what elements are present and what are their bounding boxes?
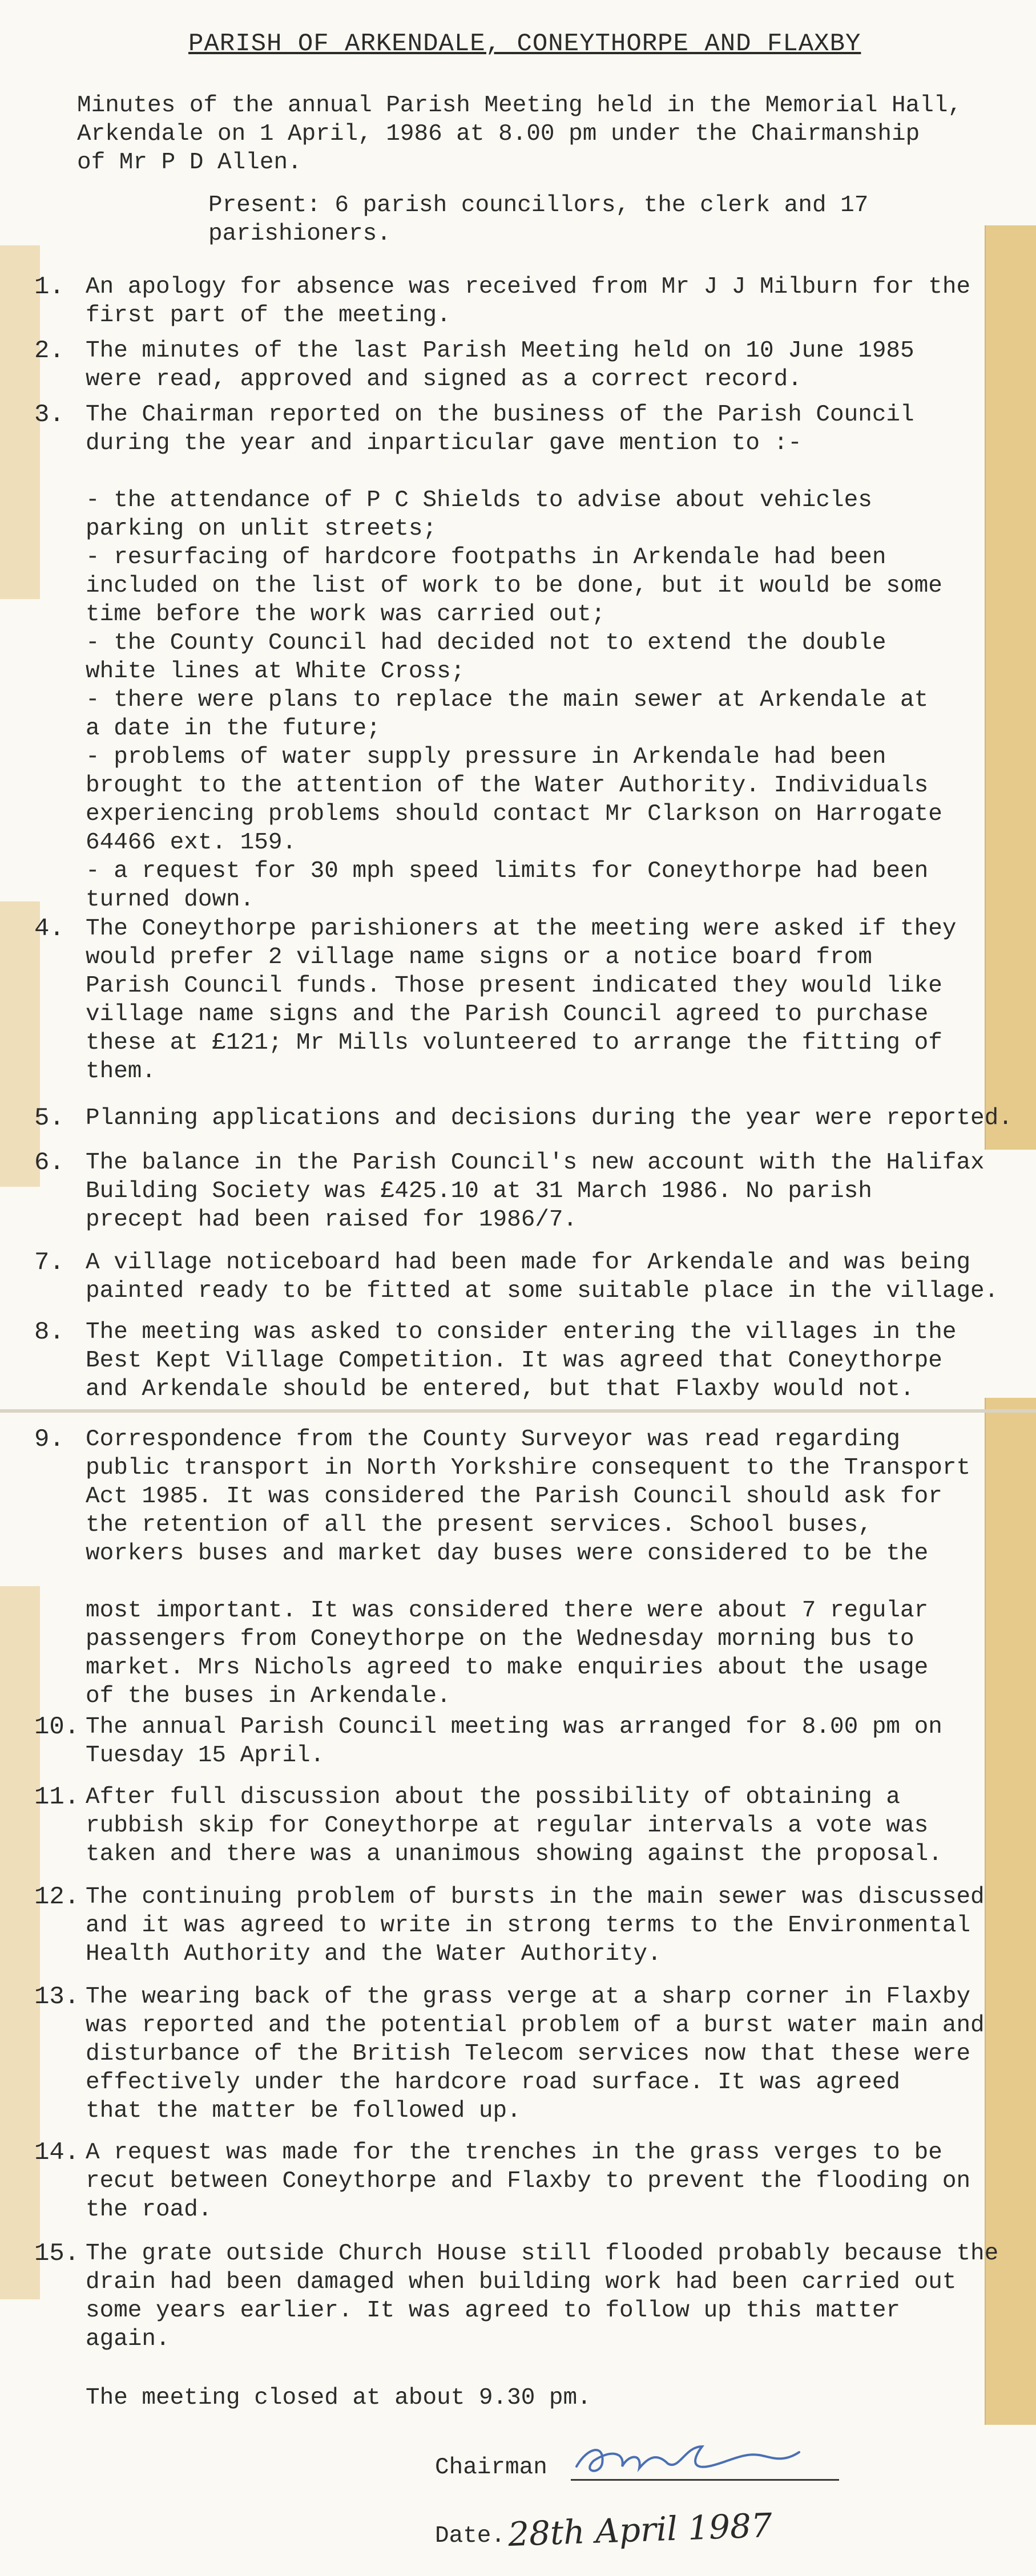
item-text: After full discussion about the possibility of obtaining a rubbish skip for Coneythorpe at regular intervals a vote was taken and there was a unanimous showing against the proposal. (86, 1784, 942, 1867)
signature-line (571, 2479, 839, 2481)
item-number: 1. (34, 273, 65, 301)
item-text: Planning applications and decisions during the year were reported. (86, 1105, 1013, 1131)
item-number: 9. (34, 1425, 65, 1454)
item-number: 13. (34, 1983, 80, 2011)
date-label: Date. (435, 2523, 506, 2549)
tape-left-3 (0, 1586, 40, 2299)
item-number: 10. (34, 1713, 80, 1741)
item-text: The balance in the Parish Council's new account with the Halifax Building Society was £425.10 at 31 March 1986. No parish precept had been raised for 1986/7. (86, 1150, 985, 1233)
item-number: 8. (34, 1318, 65, 1346)
item-text: The minutes of the last Parish Meeting held on 10 June 1985 were read, approved and signed as a correct record. (86, 338, 914, 393)
document-title: PARISH OF ARKENDALE, CONEYTHORPE AND FLAXBY (188, 30, 861, 58)
item-text: The annual Parish Council meeting was arranged for 8.00 pm on Tuesday 15 April. (86, 1714, 942, 1769)
item-number: 14. (34, 2138, 80, 2167)
chairman-label: Chairman (435, 2454, 547, 2481)
item-number: 6. (34, 1149, 65, 1177)
item-number: 12. (34, 1883, 80, 1911)
closing-statement: The meeting closed at about 9.30 pm. (86, 2385, 591, 2411)
handwritten-date: 28th April 1987 (507, 2505, 773, 2554)
item-text: The continuing problem of bursts in the main sewer was discussed and it was agreed to write in strong terms to the Environmental Health Authority and the Water Authority. (86, 1884, 985, 1967)
item-number: 4. (34, 915, 65, 943)
item-number: 15. (34, 2239, 80, 2268)
tape-left-2 (0, 901, 40, 1187)
item-text: The Chairman reported on the business of the Parish Council during the year and inparticular gave mention to :- - the attendance of P C Shields to advise about vehicles parking on unlit streets; - resurfacing of hardcore footpaths in Arkendale had been included on the list of work to be done, but it would be some time before the work was carried out; - the County Council had decided not to extend the double white lines at White Cross; - there were plans to replace the main sewer at Arkendale at a date in the future; - problems of water supply pressure in Arkendale had been brought to the attention of the Water Authority. Individuals experiencing problems should contact Mr Clarkson on Harrogate 64466 ext. 159. - a request for 30 mph speed limits for Coneythorpe had been turned down. (86, 402, 942, 913)
item-text: The Coneythorpe parishioners at the meeting were asked if they would prefer 2 village name signs or a notice board from Parish Council funds. Those present indicated they would like village name signs and the Parish Council agreed to purchase these at £121; Mr Mills volunteered to arrange the fitting of them. (86, 916, 957, 1085)
intro-paragraph: Minutes of the annual Parish Meeting held in the Memorial Hall, Arkendale on 1 April, 1986 at 8.00 pm under the Chairmanship of Mr P D Allen. (77, 92, 962, 176)
item-number: 2. (34, 337, 65, 365)
attendance: Present: 6 parish councillors, the clerk and 17 parishioners. (208, 192, 869, 247)
item-number: 5. (34, 1104, 65, 1133)
item-text: An apology for absence was received from Mr J J Milburn for the first part of the meeting. (86, 274, 971, 329)
item-text: A village noticeboard had been made for Arkendale and was being painted ready to be fitted at some suitable place in the village. (86, 1249, 999, 1304)
item-text: The grate outside Church House still flooded probably because the drain had been damaged when building work had been carried out some years earlier. It was agreed to follow up this matter again. (86, 2241, 999, 2352)
sheet-join (0, 1409, 1036, 1413)
item-number: 3. (34, 401, 65, 429)
item-text: Correspondence from the County Surveyor was read regarding public transport in North Yorkshire consequent to the Transport Act 1985. It was considered the Parish Council should ask for the retention of all the present services. School buses, workers buses and market day buses were considered to be the most important. It was considered there were about 7 regular passengers from Coneythorpe on the Wednesday morning bus to market. Mrs Nichols agreed to make enquiries about the usage of the buses in Arkendale. (86, 1426, 971, 1709)
item-number: 7. (34, 1248, 65, 1277)
item-number: 11. (34, 1783, 80, 1811)
item-text: A request was made for the trenches in the grass verges to be recut between Coneythorpe and Flaxby to prevent the flooding on the road. (86, 2140, 971, 2223)
chairman-signature (571, 2435, 833, 2481)
item-text: The meeting was asked to consider entering the villages in the Best Kept Village Competition. It was agreed that Coneythorpe and Arkendale should be entered, but that Flaxby would not. (86, 1319, 957, 1402)
item-text: The wearing back of the grass verge at a sharp corner in Flaxby was reported and the potential problem of a burst water main and disturbance of the British Telecom services now that these were effectively under the hardcore road surface. It was agreed that the matter be followed up. (86, 1984, 985, 2124)
